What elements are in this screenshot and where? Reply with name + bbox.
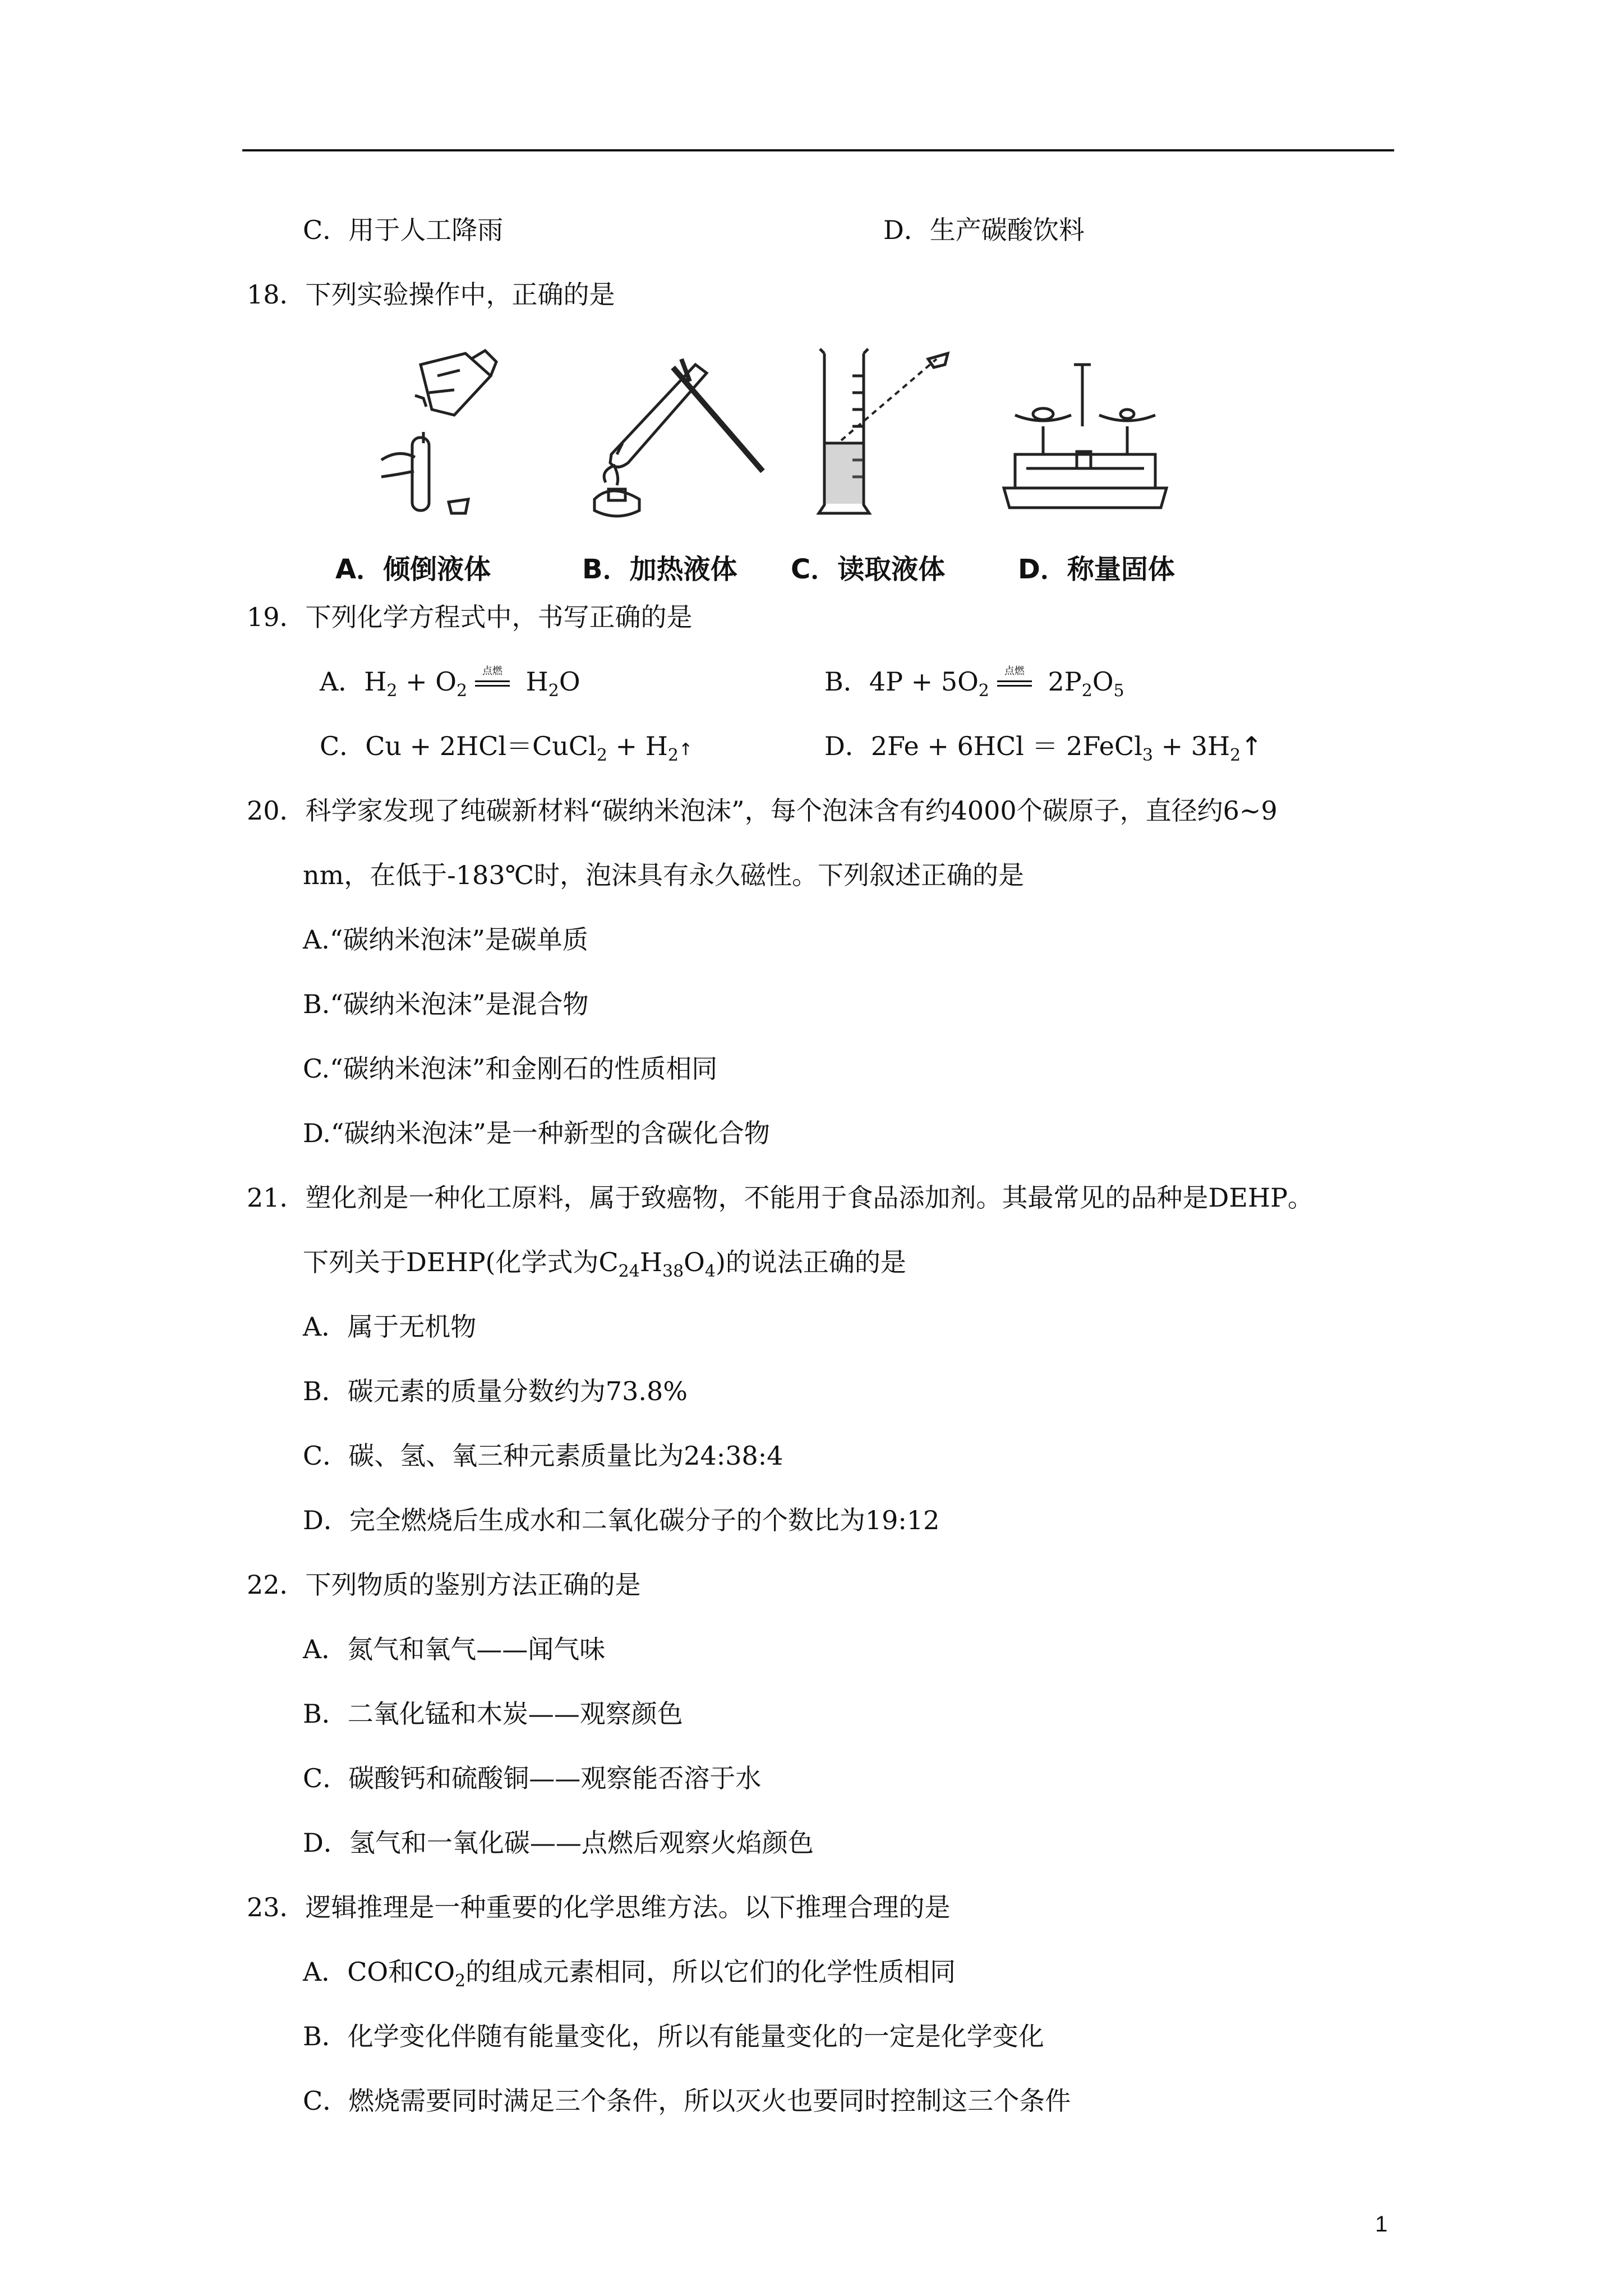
q21-stem-line2: 下列关于DEHP(化学式为$C_{24}H_{38}O_4$)的说法正确的是	[303, 1247, 906, 1282]
q22-stem: 22．下列物质的鉴别方法正确的是	[247, 1570, 641, 1600]
q21-option-b: B．碳元素的质量分数约为73.8%	[303, 1376, 688, 1406]
q21-option-d: D．完全燃烧后生成水和二氧化碳分子的个数比为19:12	[303, 1505, 940, 1535]
q19-stem: 19．下列化学方程式中，书写正确的是	[247, 602, 693, 632]
q18-caption-b: B．加热液体	[582, 554, 737, 585]
pouring-liquid-icon	[370, 342, 538, 527]
reaction-condition: 点燃	[995, 665, 1034, 698]
q19-option-d: D．2Fe + 6HCl ＝ 2FeCl$_3$ + $3H_2↑$	[824, 731, 1262, 766]
q20-option-a: A.“碳纳米泡沫”是碳单质	[303, 924, 588, 955]
gas-arrow-icon: ↑	[1241, 731, 1262, 761]
graduated-cylinder-reading-icon	[808, 342, 970, 527]
q19-option-a: A．$H_2 + O_2$ 点燃 $H_2O$	[320, 665, 580, 701]
q19-option-b: B．$4P + 5O_2$ 点燃 $2P_2O_5$	[824, 665, 1124, 701]
q18-caption-d: D．称量固体	[1018, 554, 1175, 585]
q20-option-d: D.“碳纳米泡沫”是一种新型的含碳化合物	[303, 1118, 770, 1148]
q18-caption-a: A．倾倒液体	[335, 554, 491, 585]
page-number: 1	[1375, 2212, 1388, 2237]
q22-option-c: C．碳酸钙和硫酸铜——观察能否溶于水	[303, 1763, 762, 1793]
q17-option-c: C．用于人工降雨	[303, 215, 504, 245]
q21-stem-line1: 21．塑化剂是一种化工原料，属于致癌物，不能用于食品添加剂。其最常见的品种是DEHP。	[247, 1182, 1314, 1213]
q20-stem-line2: nm，在低于-183℃时，泡沫具有永久磁性。下列叙述正确的是	[303, 860, 1025, 890]
q23-option-b: B．化学变化伴随有能量变化，所以有能量变化的一定是化学变化	[303, 2021, 1044, 2051]
q17-option-d: D．生产碳酸饮料	[883, 215, 1085, 245]
q22-option-b: B．二氧化锰和木炭——观察颜色	[303, 1699, 683, 1729]
q18-caption-c: C．读取液体	[791, 554, 946, 585]
heating-test-tube-icon	[578, 342, 780, 527]
balance-scale-icon	[993, 342, 1178, 527]
header-rule	[242, 149, 1394, 151]
q21-option-a: A．属于无机物	[303, 1312, 477, 1342]
q20-option-b: B.“碳纳米泡沫”是混合物	[303, 989, 589, 1019]
q22-option-d: D．氢气和一氧化碳——点燃后观察火焰颜色	[303, 1828, 814, 1858]
reaction-condition: 点燃	[473, 665, 512, 698]
q23-option-a: A．CO和$CO_2$的组成元素相同，所以它们的化学性质相同	[303, 1957, 956, 1991]
q23-stem: 23．逻辑推理是一种重要的化学思维方法。以下推理合理的是	[247, 1892, 951, 1922]
q22-option-a: A．氮气和氧气——闻气味	[303, 1634, 606, 1664]
q18-stem: 18．下列实验操作中，正确的是	[247, 279, 615, 310]
q19-option-c: C．Cu + 2HCl＝CuCl$_2$ + $H_2↑$	[320, 731, 693, 766]
gas-arrow-icon: ↑	[678, 740, 693, 760]
q20-option-c: C.“碳纳米泡沫”和金刚石的性质相同	[303, 1053, 718, 1084]
q20-stem-line1: 20．科学家发现了纯碳新材料“碳纳米泡沫”，每个泡沫含有约4000个碳原子，直径约6~9	[247, 795, 1278, 826]
q23-option-c: C．燃烧需要同时满足三个条件，所以灭火也要同时控制这三个条件	[303, 2086, 1071, 2116]
q21-option-c: C．碳、氢、氧三种元素质量比为24:38:4	[303, 1441, 783, 1471]
